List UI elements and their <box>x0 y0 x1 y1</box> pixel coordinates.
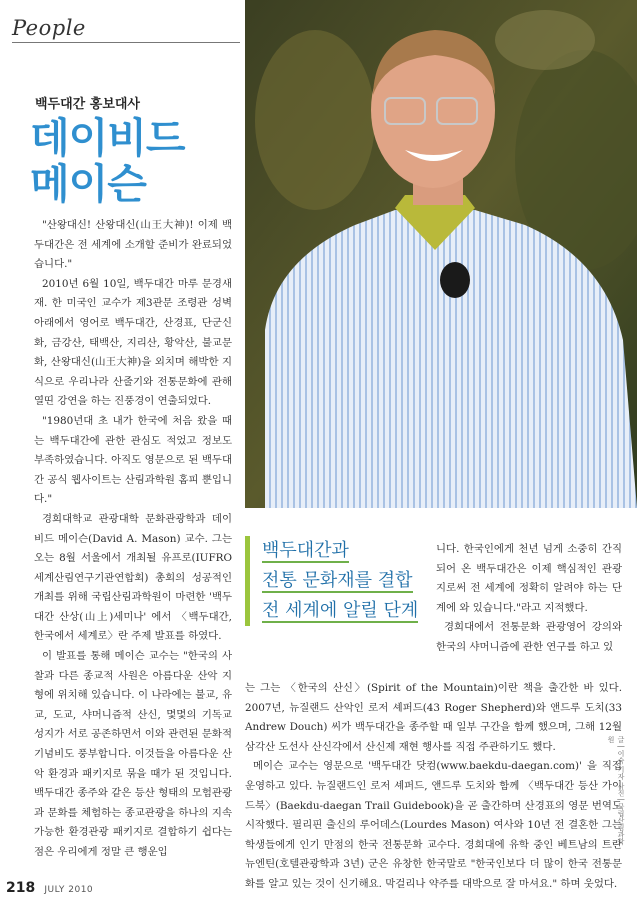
pull-quote-text: 전 세계에 알릴 단계 <box>262 600 419 621</box>
portrait-illustration <box>245 0 637 508</box>
page-number: 218 <box>6 880 36 896</box>
pull-quote-line-1 <box>262 536 425 566</box>
section-label: People <box>12 16 86 40</box>
body-paragraph: 2010년 6월 10일, 백두대간 마루 문경새재. 한 미국인 교수가 제3관문 조령관 성벽 아래에서 영어로 백두대간, 산경표, 단군신화, 금강산, 태백산, 지리산, 황악산, 불교문화, 산왕대신(山王大神)을 외치며 해박한 지식으로 우리나라 산줄기와 전통문화에 관해 열띤 강연을 하는 진풍경이 연출되었다. <box>34 277 232 408</box>
body-paragraph: "1980년대 초 내가 한국에 처음 왔을 때는 백두대간에 관한 관심도 적었고 정보도 부족하였습니다. 아직도 영문으로 된 백두대간 공식 웹사이트는 산림과학원 홈피 뿐입니다." <box>34 414 232 506</box>
headline-name-line-1: 데이비드 <box>30 114 185 162</box>
pull-quote-text: 전통 문화재를 결합 <box>262 570 413 591</box>
pull-quote-line-3 <box>262 596 425 626</box>
body-column-right <box>436 540 622 658</box>
pull-quote <box>245 536 425 626</box>
section-divider <box>12 42 240 43</box>
body-paragraph: 경희대에서 전통문화 관광영어 강의와 한국의 샤머니즘에 관한 연구를 하고 있 <box>436 621 622 653</box>
body-paragraph: 경희대학교 관광대학 문화관광학과 데이비드 메이슨(David A. Mason) 교수. 그는 오는 8월 서울에서 개최될 유프로(IUFRO 세계산림연구기관연합회) 총회의 성공적인 개최를 위해 국립산림과학원이 마련한 '백두대간 산상(山上)세미나' 에서 〈백두대간, 한국에서 세계로〉란 주제 발표를 하였다. <box>34 512 232 643</box>
issue-date: JULY 2010 <box>44 885 94 895</box>
article-subtitle: 백두대간 홍보대사 <box>35 97 140 112</box>
body-paragraph: "산왕대신! 산왕대신(山王大神)! 이제 백두대간은 전 세계에 소개할 준비가 완료되었습니다." <box>34 219 232 271</box>
body-paragraph: 이 발표를 통해 메이슨 교수는 "한국의 사찰과 다른 종교적 사원은 아름다운 산악 지형에 위치해 있습니다. 이 나라에는 불교, 유교, 도교, 샤머니즘적 산신, 몇몇의 기독교 성지가 서로 공존하면서 이와 관련된 문화적 기념비도 풍부합니다. 이것들을 아름다운 산악 환경과 패키지로 묶을 때가 된 것입니다. 백두대간 종주와 같은 등산 형태의 모험관광과 문화를 체험하는 종교관광을 하나의 지속 가능한 환경관광 패키지로 결합하기 쉽다는 점은 우리에게 정말 큰 행운입 <box>34 650 232 858</box>
body-column-left <box>34 216 232 863</box>
page-footer <box>6 877 93 896</box>
body-paragraph: 니다. 한국인에게 천년 넘게 소중히 간직되어 온 백두대간은 이제 핵심적인 관광지로써 전 세계에 정확히 알려야 하는 단계에 와 있습니다."라고 지적했다. <box>436 543 622 614</box>
body-column-wide <box>245 679 622 895</box>
body-paragraph: 는 그는 〈한국의 산신〉(Spirit of the Mountain)이란 책을 출간한 바 있다. 2007년, 뉴질랜드 산악인 로저 셰퍼드(43 Roger Shepherd)와 앤드루 도치(33 Andrew Douch) 씨가 백두대간을 종주할 때 일부 구간을 함께 했으며, 그해 12월 삼각산 도선사 산신각에서 산신제 재현 행사를 직접 주관하기도 했다. <box>245 682 622 753</box>
body-paragraph: 메이슨 교수는 영문으로 '백두대간 닷컴(www.baekdu-daegan.com)' 을 직접 운영하고 있다. 뉴질랜드인 로저 셰퍼드, 앤드루 도치와 함께 〈백두대간 등산 가이드북〉(Baekdu-daegan Trail Guidebook)을 곧 출간하며 산경표의 영문 번역도 시작했다. 필리핀 출신의 루어데스(Lourdes Mason) 여사와 10년 전 결혼한 그는 학생들에게 인기 만점의 한국 전통문화 교수다. 경희대에 유학 중인 베트남의 트란뉴엔틴(호텔관광학과 3년) 군은 유창한 한국말로 "한국인보다 더 많이 한국 전통문화를 알고 있는 것이 신기해요. 막걸리나 약주를 대박으로 잘 마셔요." 하며 웃었다. <box>245 760 622 890</box>
photo-credit: 글 | 이숙 기자 사진 | 국립산림과학원 <box>607 736 625 846</box>
headline-name-line-2: 메이슨 <box>30 160 146 208</box>
pull-quote-line-2 <box>262 566 425 596</box>
portrait-photo <box>245 0 637 508</box>
pull-quote-text: 백두대간과 <box>262 540 349 561</box>
